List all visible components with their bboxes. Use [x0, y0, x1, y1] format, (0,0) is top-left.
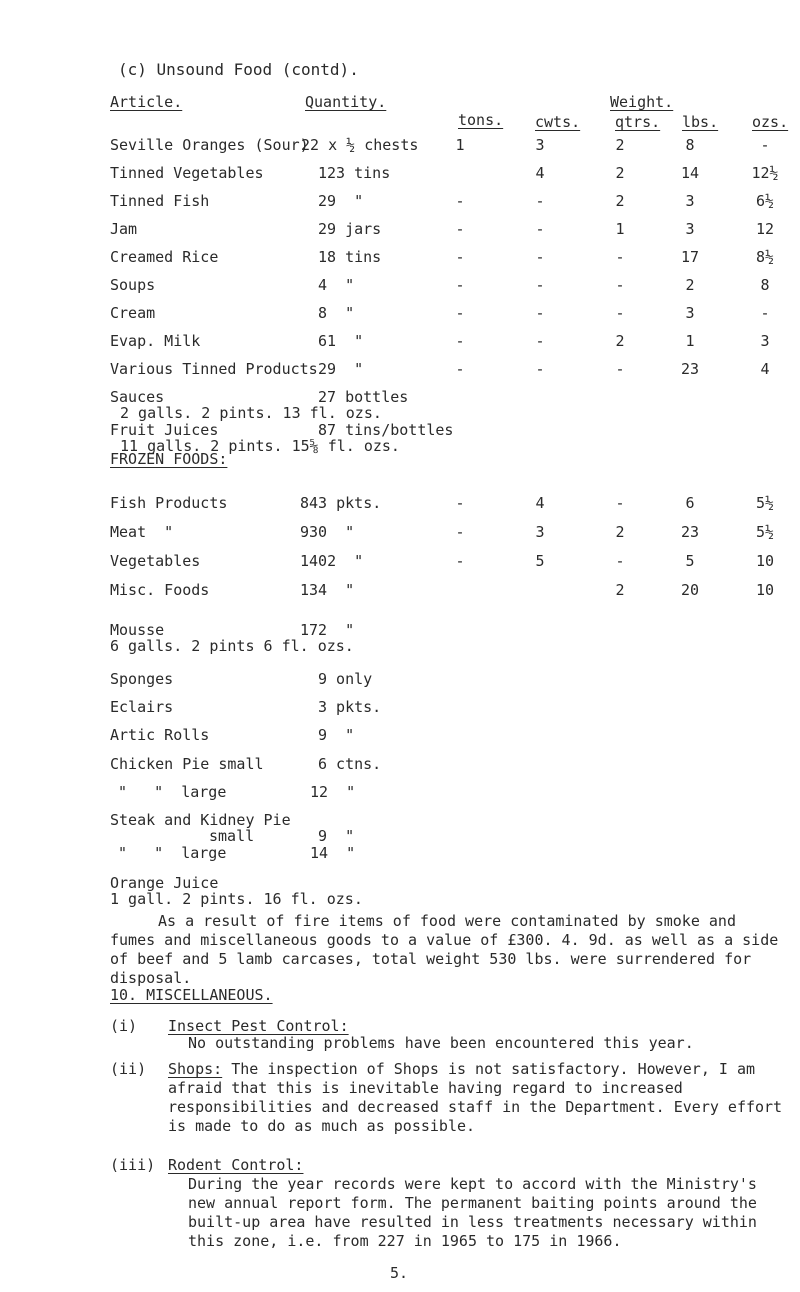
row-cwts: -	[535, 304, 545, 322]
row-article: Soups	[110, 276, 156, 294]
count-item-quantity: 12 "	[310, 783, 356, 801]
row-tons: -	[455, 332, 465, 350]
row-cwts: 4	[535, 164, 545, 182]
frozen-row-quantity: 843 pkts.	[300, 494, 382, 512]
fruit-juices-label: Fruit Juices	[110, 421, 219, 439]
frozen-row-ozs: 5½	[755, 523, 775, 541]
frozen-row-article: Meat "	[110, 523, 174, 541]
row-qtrs: -	[615, 304, 625, 322]
header-ozs: ozs.	[752, 113, 789, 131]
row-qtrs: -	[615, 276, 625, 294]
misc-item-1-heading: Insect Pest Control:	[168, 1017, 349, 1035]
mousse-volume: 6 galls. 2 pints 6 fl. ozs.	[110, 637, 354, 655]
row-cwts: -	[535, 332, 545, 350]
frozen-row-quantity: 930 "	[300, 523, 355, 541]
frozen-row-ozs: 10	[755, 552, 775, 570]
mousse-label: Mousse	[110, 621, 165, 639]
fruit-juices-quantity: 87 tins/bottles	[318, 421, 454, 439]
row-quantity: 29 "	[318, 360, 364, 378]
steak-pie-small-qty: 9 "	[318, 827, 355, 845]
frozen-foods-title: FROZEN FOODS:	[110, 450, 228, 468]
row-qtrs: -	[615, 248, 625, 266]
orange-juice-volume: 1 gall. 2 pints. 16 fl. ozs.	[110, 890, 363, 908]
row-article: Jam	[110, 220, 138, 238]
row-ozs: 8½	[755, 248, 775, 266]
row-cwts: -	[535, 248, 545, 266]
frozen-row-tons: -	[455, 523, 465, 541]
summary-paragraph: As a result of fire items of food were contaminated by smoke and fumes and miscellaneous goods to a value of £300. 4. 9d. as well as a side of beef and 5 lamb carcases, total weight 530 lbs. were surrendered for disposal.	[110, 912, 779, 987]
count-item-article: Chicken Pie small	[110, 755, 264, 773]
misc-item-3-number: (iii)	[110, 1156, 156, 1174]
count-item-quantity: 6 ctns.	[318, 755, 382, 773]
header-article: Article.	[110, 93, 183, 111]
sauces-quantity: 27 bottles	[318, 388, 409, 406]
misc-item-2-heading: Shops:	[168, 1060, 223, 1078]
row-quantity: 4 "	[318, 276, 355, 294]
row-ozs: -	[760, 304, 770, 322]
frozen-row-qtrs: 2	[615, 581, 625, 599]
frozen-row-lbs: 6	[685, 494, 695, 512]
row-lbs: 8	[685, 136, 695, 154]
row-lbs: 3	[685, 304, 695, 322]
misc-item-2-body: The inspection of Shops is not satisfactory. However, I am afraid that this is inevitable having regard to increased responsibilities and decreased staff in the Department. Every effort is made to do as much as possible.	[168, 1060, 783, 1135]
count-item-article: Artic Rolls	[110, 726, 210, 744]
fruit-juices-volume: 11 galls. 2 pints. 15⅝ fl. ozs.	[120, 437, 400, 455]
frozen-row-lbs: 23	[680, 523, 700, 541]
row-ozs: 8	[760, 276, 770, 294]
frozen-row-quantity: 1402 "	[300, 552, 364, 570]
row-qtrs: 2	[615, 332, 625, 350]
section-title: (c) Unsound Food (contd).	[118, 60, 359, 79]
frozen-row-lbs: 20	[680, 581, 700, 599]
misc-item-3-text: During the year records were kept to accord with the Ministry's new annual report form. The permanent baiting points around the built-up area have resulted in less treatments necessary within this zone, i.e. from 227 in 1965 to 175 in 1966.	[188, 1175, 757, 1250]
row-article: Evap. Milk	[110, 332, 201, 350]
row-ozs: 3	[760, 332, 770, 350]
steak-pie-large-label: " " large	[118, 844, 227, 862]
frozen-row-article: Fish Products	[110, 494, 228, 512]
header-quantity: Quantity.	[305, 93, 387, 111]
row-lbs: 3	[685, 192, 695, 210]
header-weight: Weight.	[610, 93, 674, 111]
row-article: Tinned Fish	[110, 192, 210, 210]
misc-item-1-number: (i)	[110, 1017, 138, 1035]
misc-item-2-text	[168, 1060, 790, 1136]
row-lbs: 14	[680, 164, 700, 182]
header-qtrs: qtrs.	[615, 113, 661, 131]
row-qtrs: -	[615, 360, 625, 378]
header-lbs: lbs.	[682, 113, 719, 131]
frozen-row-lbs: 5	[685, 552, 695, 570]
count-item-quantity: 9 only	[318, 670, 373, 688]
row-qtrs: 1	[615, 220, 625, 238]
row-qtrs: 2	[615, 192, 625, 210]
count-item-article: Sponges	[110, 670, 174, 688]
row-quantity: 29 jars	[318, 220, 382, 238]
count-item-quantity: 9 "	[318, 726, 355, 744]
sauces-label: Sauces	[110, 388, 165, 406]
row-quantity: 8 "	[318, 304, 355, 322]
frozen-row-ozs: 5½	[755, 494, 775, 512]
row-article: Various Tinned Products	[110, 360, 318, 378]
row-article: Cream	[110, 304, 156, 322]
row-article: Tinned Vegetables	[110, 164, 264, 182]
row-ozs: -	[760, 136, 770, 154]
row-tons: -	[455, 276, 465, 294]
frozen-row-article: Vegetables	[110, 552, 201, 570]
row-tons: -	[455, 192, 465, 210]
count-item-article: Eclairs	[110, 698, 174, 716]
row-tons: 1	[455, 136, 465, 154]
row-cwts: -	[535, 192, 545, 210]
frozen-row-tons: -	[455, 494, 465, 512]
row-cwts: -	[535, 220, 545, 238]
row-ozs: 12½	[751, 164, 779, 182]
row-quantity: 22 x ½ chests	[301, 136, 419, 154]
frozen-row-tons: -	[455, 552, 465, 570]
row-tons: -	[455, 304, 465, 322]
orange-juice-label: Orange Juice	[110, 874, 219, 892]
row-ozs: 6½	[755, 192, 775, 210]
page-number: 5.	[390, 1264, 409, 1282]
header-tons: tons.	[458, 111, 504, 129]
row-ozs: 4	[760, 360, 770, 378]
misc-item-3-heading: Rodent Control:	[168, 1156, 304, 1174]
count-item-quantity: 3 pkts.	[318, 698, 382, 716]
row-cwts: -	[535, 276, 545, 294]
frozen-row-qtrs: -	[615, 552, 625, 570]
row-quantity: 18 tins	[318, 248, 382, 266]
steak-pie-label: Steak and Kidney Pie	[110, 811, 291, 829]
row-qtrs: 2	[615, 136, 625, 154]
frozen-row-cwts: 5	[535, 552, 545, 570]
row-lbs: 17	[680, 248, 700, 266]
frozen-row-quantity: 134 "	[300, 581, 355, 599]
frozen-row-qtrs: -	[615, 494, 625, 512]
row-quantity: 123 tins	[318, 164, 391, 182]
row-tons: -	[455, 220, 465, 238]
row-article: Seville Oranges (Sour)	[110, 136, 309, 154]
misc-title: 10. MISCELLANEOUS.	[110, 986, 273, 1004]
row-quantity: 61 "	[318, 332, 364, 350]
frozen-row-article: Misc. Foods	[110, 581, 210, 599]
row-article: Creamed Rice	[110, 248, 219, 266]
misc-item-2-number: (ii)	[110, 1060, 147, 1078]
row-tons: -	[455, 248, 465, 266]
row-lbs: 3	[685, 220, 695, 238]
row-ozs: 12	[755, 220, 775, 238]
frozen-row-cwts: 3	[535, 523, 545, 541]
steak-pie-small-label: small	[209, 827, 255, 845]
frozen-row-qtrs: 2	[615, 523, 625, 541]
sauces-volume: 2 galls. 2 pints. 13 fl. ozs.	[120, 404, 382, 422]
row-lbs: 2	[685, 276, 695, 294]
frozen-row-cwts: 4	[535, 494, 545, 512]
row-lbs: 1	[685, 332, 695, 350]
row-quantity: 29 "	[318, 192, 364, 210]
frozen-row-ozs: 10	[755, 581, 775, 599]
steak-pie-large-qty: 14 "	[310, 844, 356, 862]
row-cwts: 3	[535, 136, 545, 154]
row-tons: -	[455, 360, 465, 378]
row-lbs: 23	[680, 360, 700, 378]
row-cwts: -	[535, 360, 545, 378]
header-cwts: cwts.	[535, 113, 581, 131]
count-item-article: " " large	[118, 783, 227, 801]
mousse-quantity: 172 "	[300, 621, 355, 639]
misc-item-1-text: No outstanding problems have been encountered this year.	[188, 1034, 694, 1052]
row-qtrs: 2	[615, 164, 625, 182]
